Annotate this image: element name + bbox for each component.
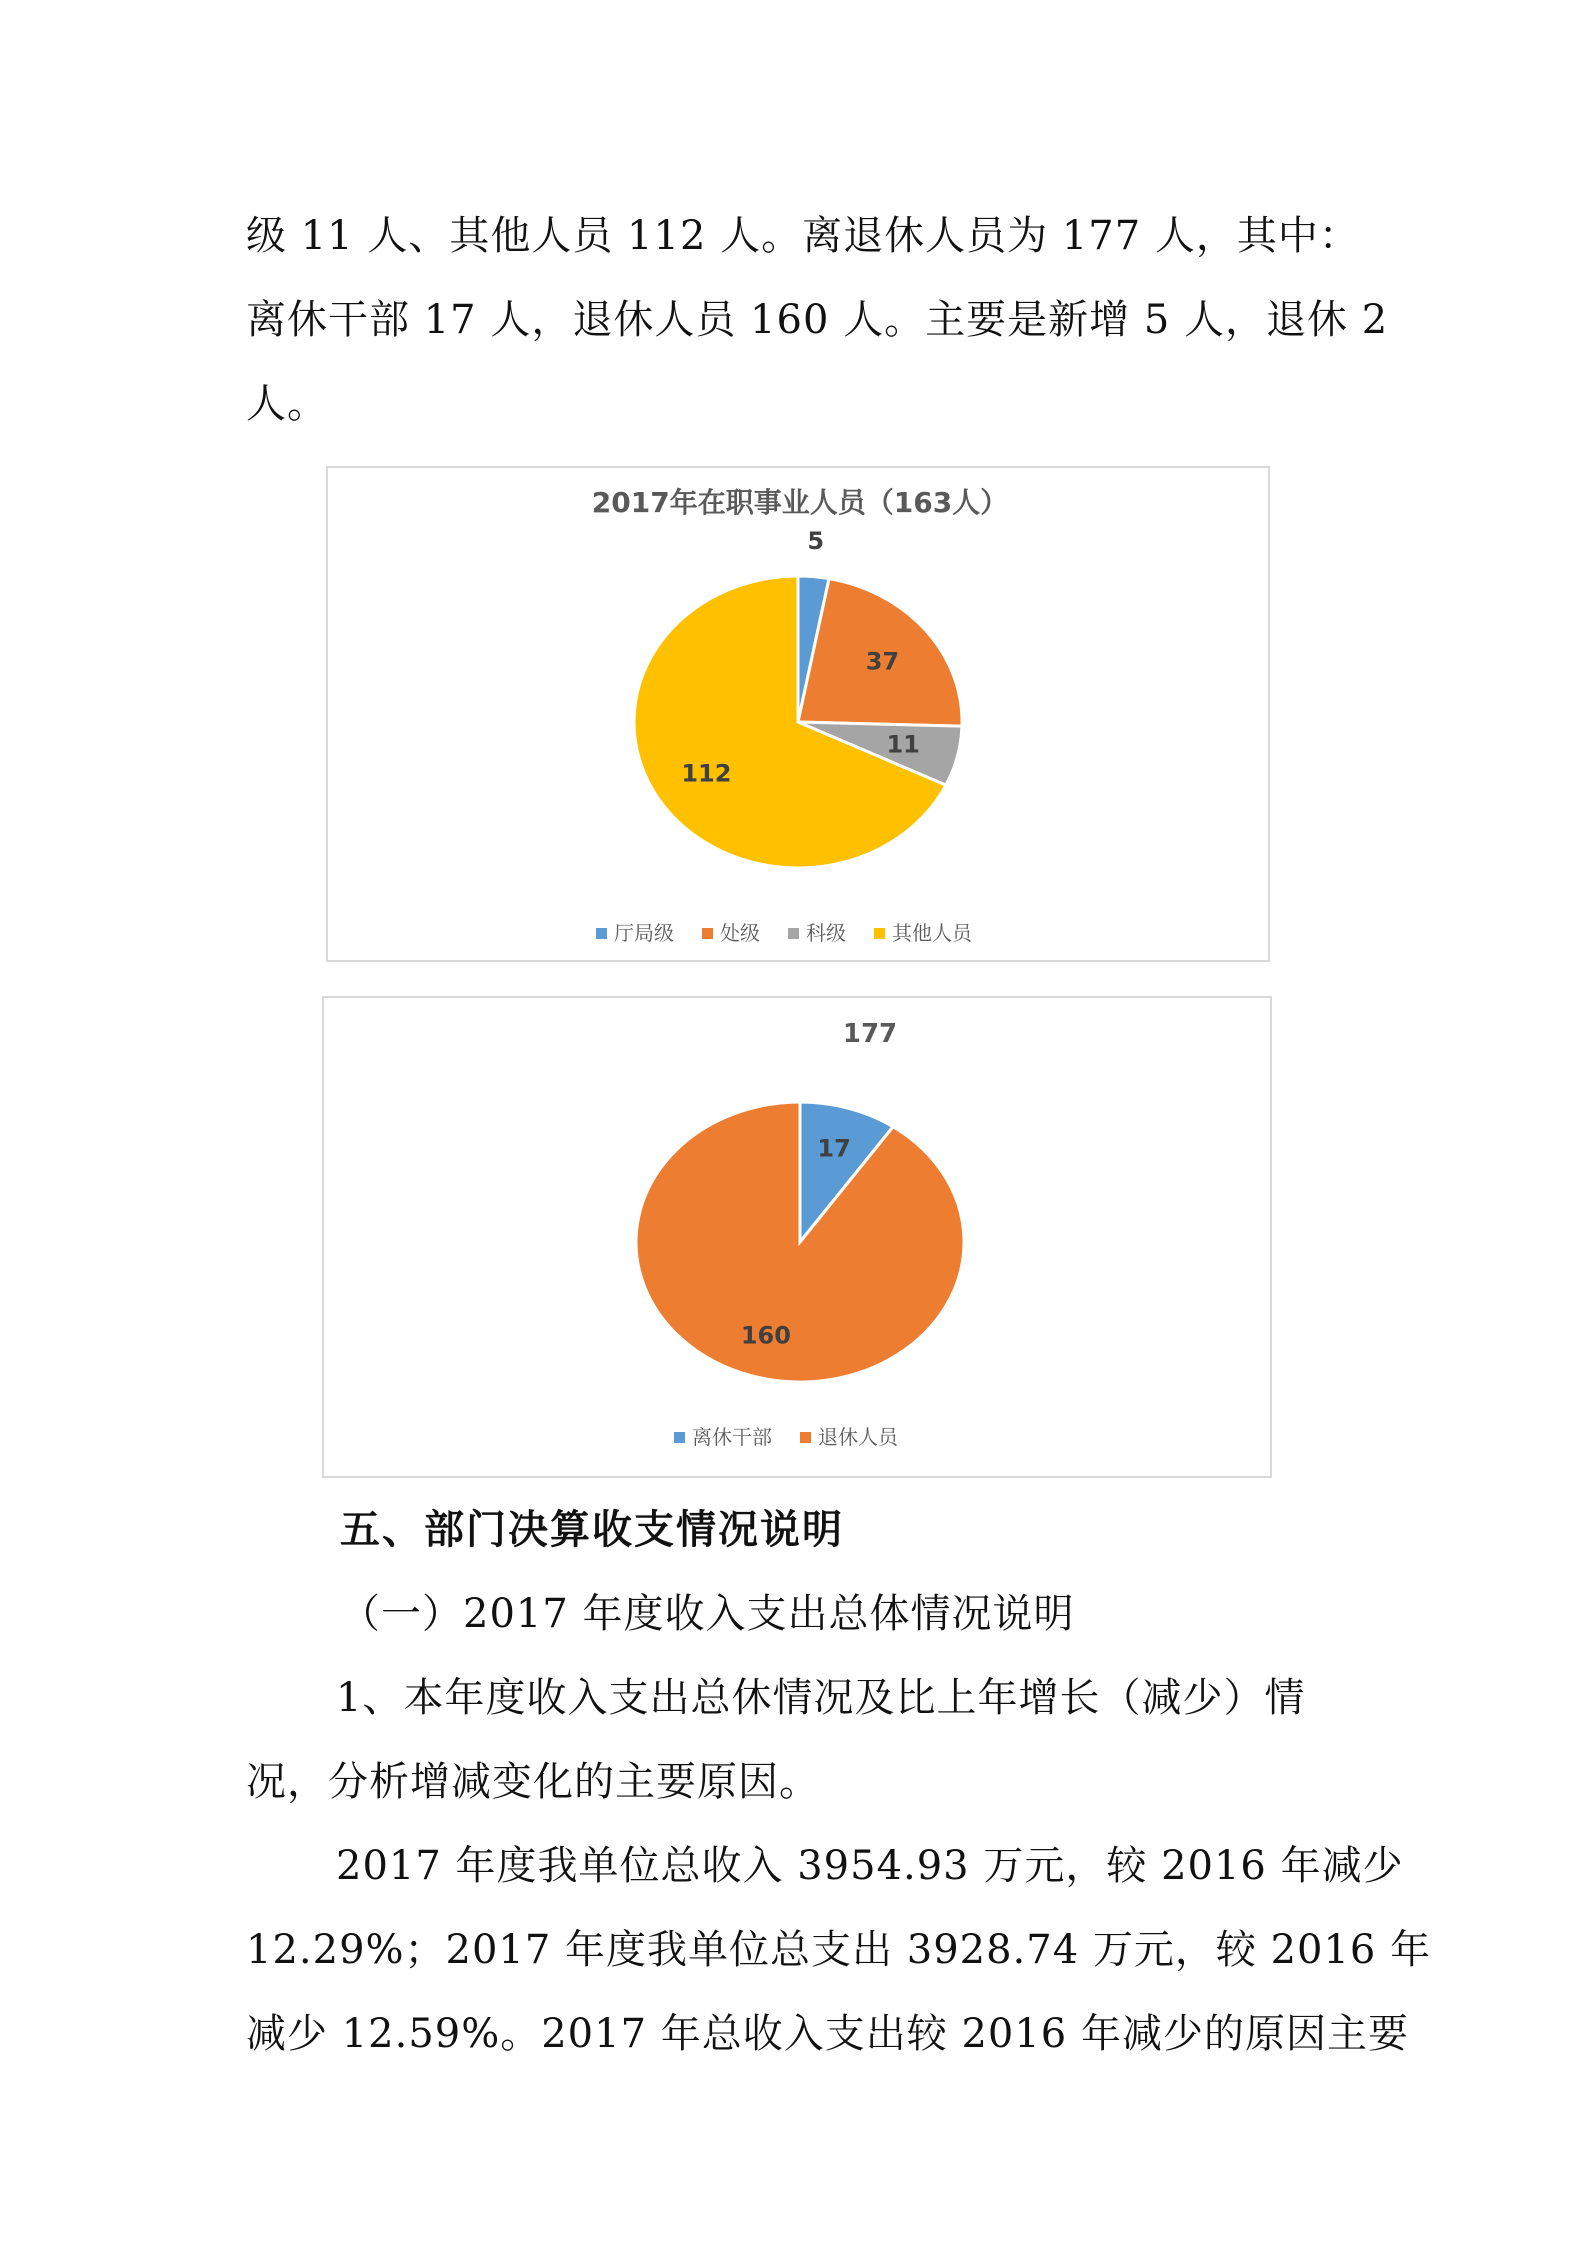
chart-staff (326, 466, 1270, 962)
legend-swatch-3 (874, 928, 885, 939)
legend-label-0: 厅局级 (614, 921, 674, 945)
text-line-2: 离休干部 17 人，退休人员 160 人。主要是新增 5 人，退休 2 (246, 297, 1389, 343)
data-label-0: 5 (807, 526, 825, 555)
legend-swatch-1 (702, 928, 713, 939)
legend-swatch-0 (674, 1432, 685, 1443)
legend-swatch-0 (596, 928, 607, 939)
item1-line-a: 1、本年度收入支出总休情况及比上年增长（减少）情 (336, 1675, 1306, 1721)
para-line-1: 2017 年度我单位总收入 3954.93 万元，较 2016 年减少 (336, 1843, 1404, 1889)
chart-staff-svg (328, 468, 1268, 960)
item1-line-b: 况，分析增减变化的主要原因。 (246, 1759, 820, 1805)
sub-title: （一）2017 年度收入支出总体情况说明 (340, 1591, 1075, 1637)
chart-retired (322, 996, 1272, 1478)
legend-label-0: 离休干部 (692, 1425, 772, 1449)
data-label-0: 17 (817, 1134, 851, 1163)
legend-label-2: 科级 (806, 921, 846, 945)
para-line-2: 12.29%；2017 年度我单位总支出 3928.74 万元，较 2016 年 (246, 1927, 1432, 1973)
text-line-3: 人。 (246, 381, 328, 427)
legend-swatch-1 (800, 1432, 811, 1443)
data-label-1: 37 (865, 647, 900, 676)
chart-title: 177 (842, 1019, 898, 1049)
legend-swatch-2 (788, 928, 799, 939)
data-label-1: 160 (740, 1321, 791, 1350)
legend-label-1: 处级 (720, 921, 760, 945)
data-label-3: 112 (681, 759, 732, 788)
data-label-2: 11 (886, 730, 920, 759)
pie-slice-1 (636, 1102, 964, 1382)
chart-title: 2017年在职事业人员（163人） (591, 486, 1009, 519)
text-line-1: 级 11 人、其他人员 112 人。离退休人员为 177 人，其中： (246, 213, 1360, 259)
legend-label-1: 退休人员 (818, 1425, 898, 1449)
section-title: 五、部门决算收支情况说明 (340, 1507, 844, 1553)
para-line-3: 减少 12.59%。2017 年总收入支出较 2016 年减少的原因主要 (246, 2011, 1409, 2057)
chart-retired-svg (324, 998, 1270, 1476)
legend-label-3: 其他人员 (892, 921, 972, 945)
